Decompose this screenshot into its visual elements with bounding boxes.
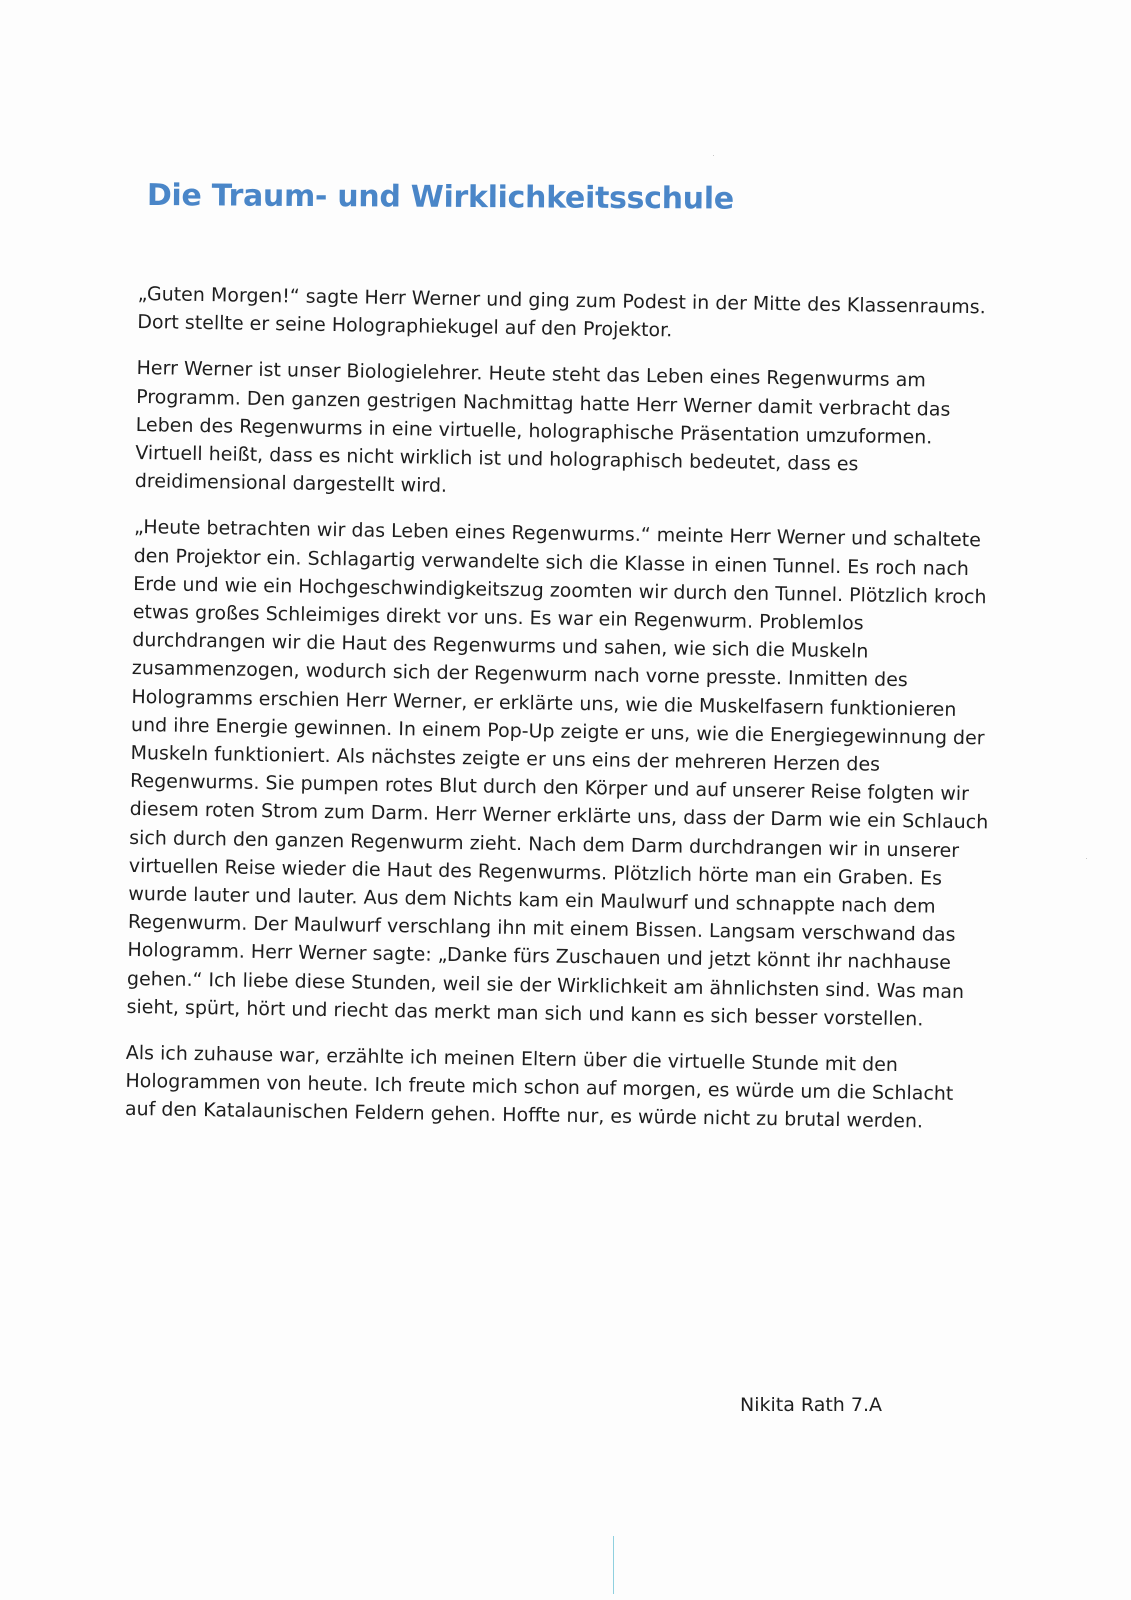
paragraph-4: Als ich zuhause war, erzählte ich meinen Eltern über die virtuelle Stunde mit den Hologrammen von heute. Ich freute mich schon auf morgen, es würde um die Schlacht auf den Katalaunischen Feldern gehen. Hoffte nur, es würde nicht zu brutal werden. <box>124 1041 954 1133</box>
scan-speck <box>713 155 714 156</box>
story-body <box>124 280 999 1155</box>
paragraph-2: Herr Werner ist unser Biologielehrer. Heute steht das Leben eines Regenwurms am Programm. Den ganzen gestrigen Nachmittag hatte Herr Werner damit verbracht das Leben des Regenwurms in eine virtuelle, holographische Präsentation umzuformen. Virtuell heißt, dass es nicht wirklich ist und holographisch bedeutet, dass es dreidimensional dargestellt wird. <box>134 357 951 498</box>
scan-speck <box>1086 858 1087 859</box>
paragraph-3: „Heute betrachten wir das Leben eines Regenwurms.“ meinte Herr Werner und schaltete den Projektor ein. Schlagartig verwandelte sich die Klasse in einen Tunnel. Es roch nach Erde und wie ein Hochgeschwindigkeitszug zoomten wir durch den Tunnel. Plötzlich kroch etwas großes Schleimiges direkt vor uns. Es war ein Regenwurm. Problemlos durchdrangen wir die Haut des Regenwurms und sahen, wie sich die Muskeln zusammenzogen, wodurch sich der Regenwurm nach vorne presste. Inmitten des Hologramms erschien Herr Werner, er erklärte uns, wie die Muskelfasern funktionieren und ihre Energie gewinnen. In einem Pop-Up zeigte er uns, wie die Energiegewinnung der Muskeln funktioniert. Als nächstes zeigte er uns eins der mehreren Herzen des Regenwurms. Sie pumpen rotes Blut durch den Körper und auf unserer Reise folgten wir diesem roten Strom zum Darm. Herr Werner erklärte uns, dass der Darm wie ein Schlauch sich durch den ganzen Regenwurm zieht. Nach dem Darm durchdrangen wir in unserer virtuellen Reise wieder die Haut des Regenwurms. Plötzlich hörte man ein Graben. Es wurde lauter und lauter. Aus dem Nichts kam ein Maulwurf und schnappte nach dem Regenwurm. Der Maulwurf verschlang ihn mit einem Bissen. Langsam verschwand das Hologramm. Herr Werner sagte: „Danke fürs Zuschauen und jetzt könnt ihr nachhause gehen.“ Ich liebe diese Stunden, weil sie der Wirklichkeit am ähnlichsten sind. Was man sieht, spürt, hört und riecht das merkt man sich und kann es sich besser vorstellen. <box>126 516 989 1031</box>
document-title: Die Traum- und Wirklichkeitsschule <box>146 178 734 217</box>
scan-artifact-line <box>613 1536 614 1594</box>
paragraph-1: „Guten Morgen!“ sagte Herr Werner und ging zum Podest in der Mitte des Klassenraums. Dort stellte er seine Holographiekugel auf den Projektor. <box>137 282 986 342</box>
author-signature: Nikita Rath 7.A <box>740 1394 882 1416</box>
